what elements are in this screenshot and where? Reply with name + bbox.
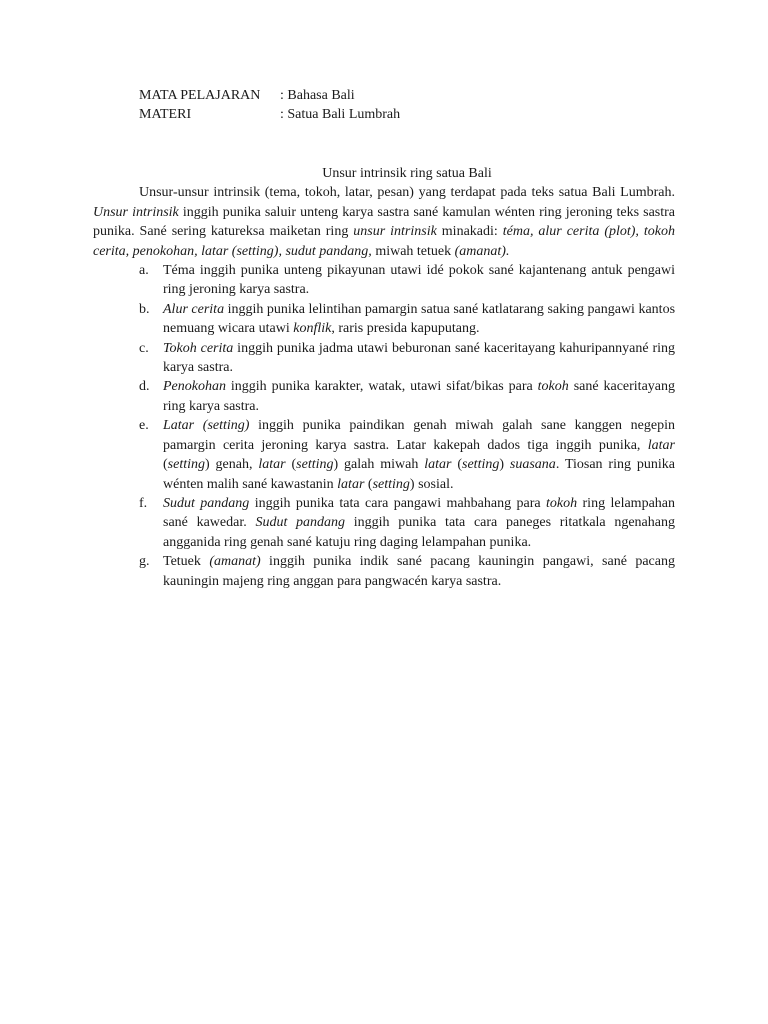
item-term: setting xyxy=(167,457,206,473)
list-item-tetuek xyxy=(93,552,675,591)
list-marker: d. xyxy=(139,379,150,395)
material-label: MATERI xyxy=(139,107,192,122)
item-text: inggih punika jadma utawi beburonan sané kaceritayang kahuripannyané ring karya sastra. xyxy=(163,340,675,376)
item-term: setting xyxy=(296,457,334,473)
item-text: ) sosial. xyxy=(409,476,454,492)
item-term: Sudut pandang xyxy=(163,495,250,511)
intro-text-4: miwah tetuek xyxy=(371,243,455,259)
item-term: suasana xyxy=(509,457,556,473)
list-marker: b. xyxy=(139,301,150,317)
item-text: ( xyxy=(285,457,297,473)
item-text: ( xyxy=(163,457,168,473)
material-row xyxy=(139,105,400,124)
item-term: latar xyxy=(424,457,452,473)
item-text: inggih punika tata cara pangawi mahbahang para xyxy=(249,495,546,511)
intro-text-2: inggih punika saluir unteng karya sastra sané kamulan wénten ring jeroning teks sastra punika. Sané sering katureksa maiketan ring xyxy=(93,204,675,240)
document-body xyxy=(93,164,675,591)
item-term: tokoh xyxy=(546,495,578,511)
element-list xyxy=(93,261,675,591)
list-item-sudut-pandang xyxy=(93,494,675,552)
list-marker: g. xyxy=(139,554,150,570)
subject-value: : Bahasa Bali xyxy=(280,88,355,103)
item-text: ( xyxy=(364,476,373,492)
item-text: inggih punika indik sané pacang kauningin pangawi, sané pacang kauningin majeng ring anggan para pangwacén karya sastra. xyxy=(163,554,675,589)
item-text: Téma inggih punika unteng pikayunan utawi idé pokok sané kajantenang antuk pengawi ring jeroning karya sastra. xyxy=(163,263,675,298)
item-term: latar xyxy=(647,437,675,453)
item-text: ) genah, xyxy=(205,457,259,473)
item-term: setting xyxy=(372,476,410,492)
list-marker: f. xyxy=(139,495,148,511)
item-text: , raris presida kapuputang. xyxy=(331,321,480,337)
intro-paragraph xyxy=(93,183,675,261)
item-term: latar xyxy=(258,457,286,473)
item-text: ) xyxy=(499,457,510,473)
item-term: Alur cerita xyxy=(163,301,225,317)
item-term: tokoh xyxy=(537,379,569,395)
item-text: inggih punika lelintihan pamargin satua sané katlatarang saking pangawi kantos nemuang wicara utawi xyxy=(163,301,676,337)
list-item-tema xyxy=(93,261,675,300)
subject-label: MATA PELAJARAN xyxy=(139,88,261,103)
list-item-penokohan xyxy=(93,377,675,416)
item-text: ( xyxy=(451,457,463,473)
item-term: Tokoh cerita xyxy=(163,340,234,356)
intro-emphasis-3: téma, alur cerita (plot), tokoh cerita, penokohan, latar (setting), sudut pandang, xyxy=(93,224,675,259)
item-term: Penokohan xyxy=(163,379,226,395)
intro-emphasis-2: unsur intrinsik xyxy=(353,224,437,240)
subject-row xyxy=(139,86,400,105)
item-text: ring lelampahan sané kawedar. xyxy=(163,495,675,531)
item-text: inggih punika karakter, watak, utawi sifat/bikas para xyxy=(225,379,538,395)
item-text: Tetuek xyxy=(163,554,210,570)
item-text: ) galah miwah xyxy=(333,457,425,473)
intro-emphasis-1: Unsur intrinsik xyxy=(93,204,179,220)
list-marker: a. xyxy=(139,263,149,279)
list-marker: c. xyxy=(139,340,149,356)
item-text: inggih punika paindikan genah miwah galah sane kanggen negepin pamargin cerita jeroning karya sastra. Latar kakepah dados tiga inggih punika, xyxy=(163,418,676,453)
list-item-tokoh xyxy=(93,339,675,378)
item-text: inggih punika tata cara paneges ritatkala ngenahang angganida ring genah sané katuju ring daging lelampahan punika. xyxy=(163,515,675,550)
item-term: (amanat) xyxy=(209,554,261,570)
item-term: konflik xyxy=(293,321,332,337)
list-item-alur xyxy=(93,300,675,339)
document-header xyxy=(139,86,400,124)
document-title: Unsur intrinsik ring satua Bali xyxy=(322,166,492,181)
item-text: . Tiosan ring punika wénten malih sané kawastanin xyxy=(163,457,675,492)
list-marker: e. xyxy=(139,418,149,434)
item-term: Latar (setting) xyxy=(163,418,250,434)
intro-text-3: minakadi: xyxy=(436,224,503,240)
item-term: Sudut pandang xyxy=(255,515,346,531)
material-value: : Satua Bali Lumbrah xyxy=(280,107,401,122)
item-text: sané kaceritayang ring karya sastra. xyxy=(163,379,676,414)
intro-text-1: Unsur-unsur intrinsik (tema, tokoh, latar, pesan) yang terdapat pada teks satua Bali Lumbrah. xyxy=(139,185,675,201)
item-term: latar xyxy=(337,476,365,492)
list-item-latar xyxy=(93,416,675,494)
item-term: setting xyxy=(462,457,500,473)
intro-emphasis-4: (amanat). xyxy=(454,243,510,259)
